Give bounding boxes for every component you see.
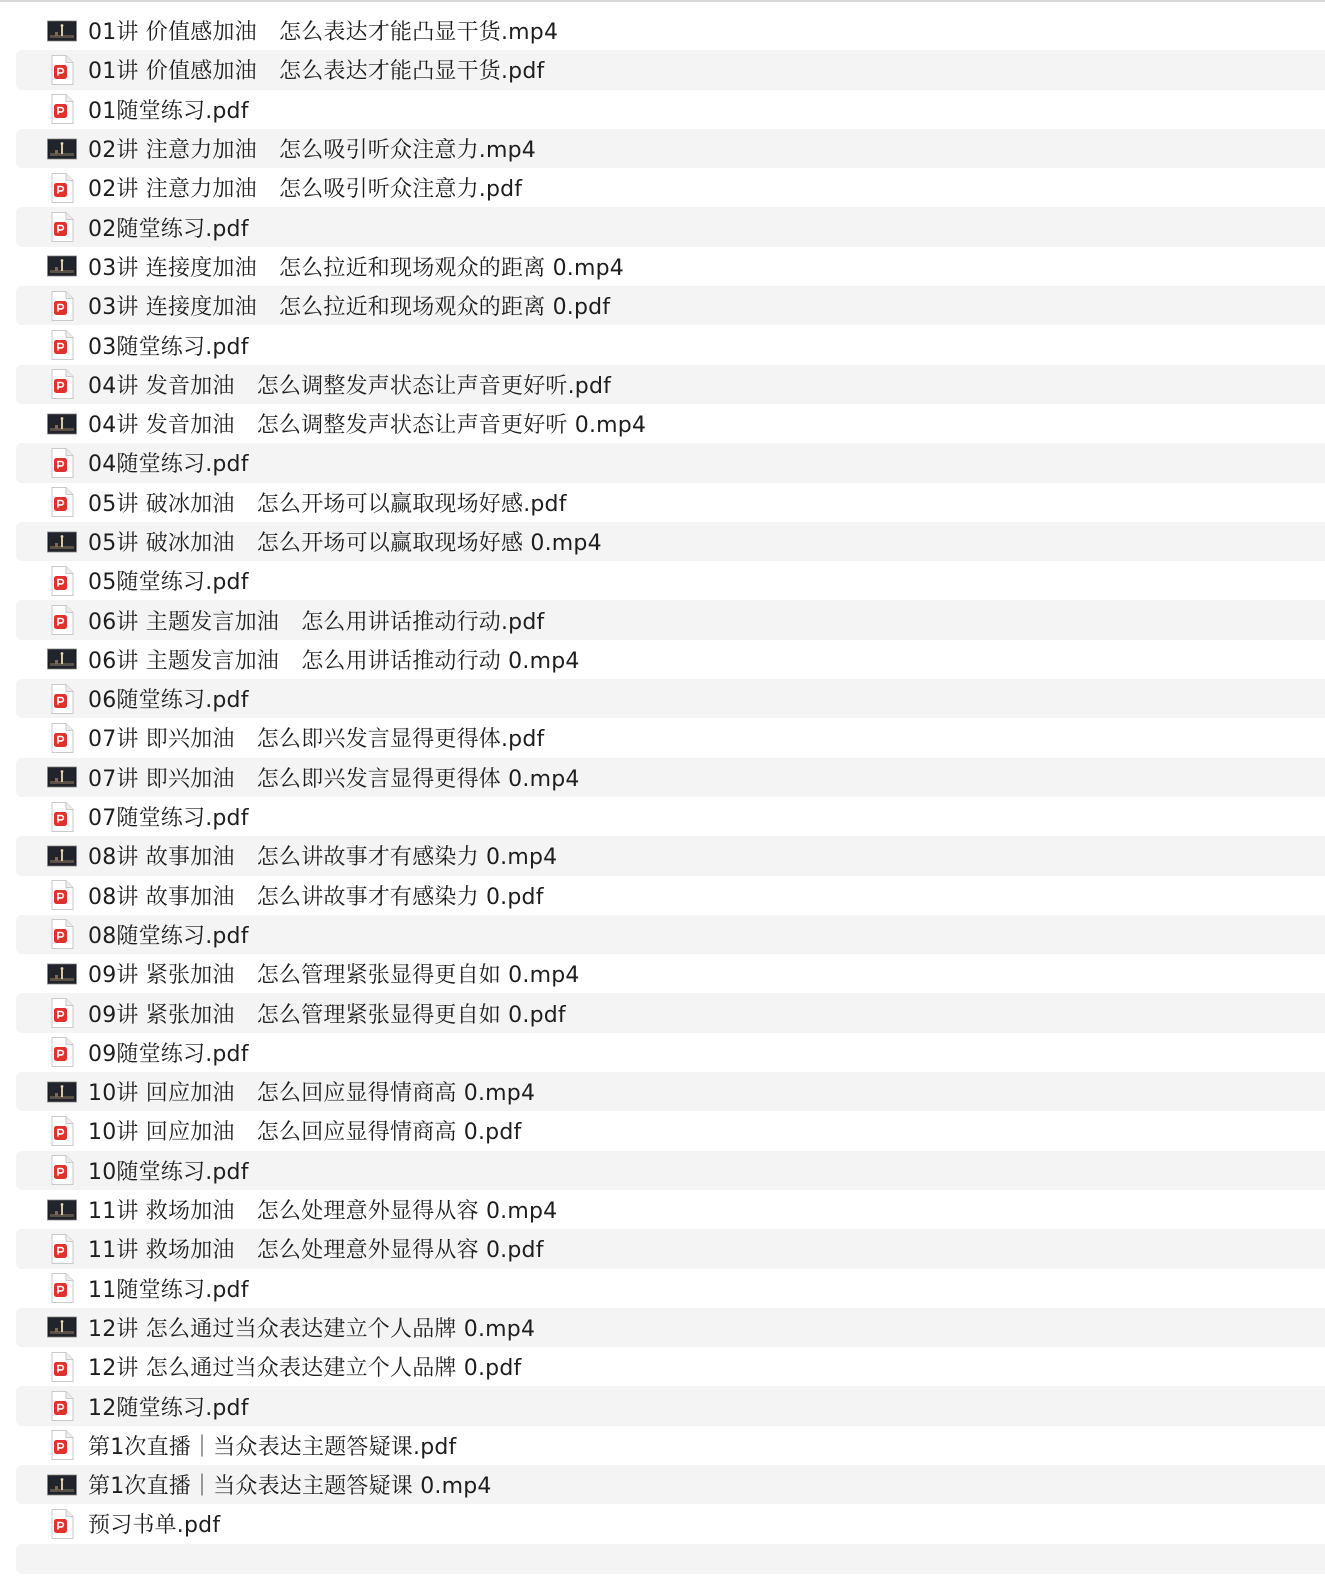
pdf-file-icon [46,918,78,950]
pdf-file-icon [46,1390,78,1422]
file-name: 07讲 即兴加油 怎么即兴发言显得更得体.pdf [88,727,545,753]
file-name: 04讲 发音加油 怎么调整发声状态让声音更好听.pdf [88,373,612,399]
file-name: 01随堂练习.pdf [88,98,249,124]
file-name: 11讲 救场加油 怎么处理意外显得从容 0.mp4 [88,1199,558,1225]
pdf-file-icon [46,93,78,125]
file-name: 05讲 破冰加油 怎么开场可以赢取现场好感 0.mp4 [88,531,602,556]
pdf-file-icon [46,1115,78,1147]
pdf-file-icon [46,1154,78,1186]
pdf-file-icon [46,447,78,479]
file-row[interactable] [16,1072,1325,1111]
file-name: 09讲 紧张加油 怎么管理紧张显得更自如 0.pdf [88,1002,566,1028]
pdf-file-icon [46,801,78,833]
file-name: 08讲 故事加油 怎么讲故事才有感染力 0.mp4 [88,845,558,871]
file-name: 05讲 破冰加油 怎么开场可以赢取现场好感.pdf [88,491,567,517]
empty-row [16,1544,1325,1574]
file-row[interactable] [16,993,1325,1032]
pdf-file-icon [46,172,78,204]
video-file-icon [46,408,78,440]
file-row[interactable] [16,1308,1325,1347]
file-list[interactable] [16,11,1325,1574]
file-row[interactable] [16,561,1325,600]
file-row[interactable] [16,404,1325,443]
pdf-file-icon [46,1508,78,1540]
file-row[interactable] [16,325,1325,364]
file-row[interactable] [16,679,1325,718]
file-name: 03讲 连接度加油 怎么拉近和现场观众的距离 0.pdf [88,295,611,321]
pdf-file-icon [46,565,78,597]
pdf-file-icon [46,879,78,911]
file-row[interactable] [16,600,1325,639]
file-name: 05随堂练习.pdf [88,570,249,596]
file-name: 01讲 价值感加油 怎么表达才能凸显干货.pdf [88,59,545,85]
pdf-file-icon [46,486,78,518]
file-row[interactable] [16,915,1325,954]
pdf-file-icon [46,1429,78,1461]
file-row[interactable] [16,365,1325,404]
file-name: 11讲 救场加油 怎么处理意外显得从容 0.pdf [88,1238,544,1264]
file-name: 04讲 发音加油 怎么调整发声状态让声音更好听 0.mp4 [88,413,647,439]
file-row[interactable] [16,1190,1325,1229]
file-row[interactable] [16,758,1325,797]
file-name: 预习书单.pdf [88,1513,221,1539]
video-file-icon [46,958,78,990]
file-row[interactable] [16,1229,1325,1268]
video-file-icon [46,1076,78,1108]
file-name: 02讲 注意力加油 怎么吸引听众注意力.pdf [88,177,523,203]
pdf-file-icon [46,1036,78,1068]
video-file-icon [46,1311,78,1343]
file-name: 12讲 怎么通过当众表达建立个人品牌 0.mp4 [88,1316,536,1342]
file-name: 07讲 即兴加油 怎么即兴发言显得更得体 0.mp4 [88,766,580,792]
file-name: 08讲 故事加油 怎么讲故事才有感染力 0.pdf [88,884,544,910]
file-name: 03讲 连接度加油 怎么拉近和现场观众的距离 0.mp4 [88,255,624,281]
file-row[interactable] [16,207,1325,246]
file-row[interactable] [16,129,1325,168]
video-file-icon [46,1469,78,1501]
file-row[interactable] [16,168,1325,207]
file-row[interactable] [16,11,1325,50]
pdf-file-icon [46,683,78,715]
pdf-file-icon [46,329,78,361]
file-row[interactable] [16,1033,1325,1072]
file-row[interactable] [16,1269,1325,1308]
file-name: 10随堂练习.pdf [88,1159,249,1185]
video-file-icon [46,133,78,165]
file-name: 06随堂练习.pdf [88,688,249,714]
file-row[interactable] [16,1426,1325,1465]
file-row[interactable] [16,1465,1325,1504]
file-name: 10讲 回应加油 怎么回应显得情商高 0.pdf [88,1120,522,1146]
pdf-file-icon [46,997,78,1029]
video-file-icon [46,643,78,675]
file-name: 09随堂练习.pdf [88,1041,249,1067]
file-name: 12随堂练习.pdf [88,1395,249,1421]
file-name: 02随堂练习.pdf [88,216,249,242]
file-row[interactable] [16,50,1325,89]
file-row[interactable] [16,797,1325,836]
video-file-icon [46,15,78,47]
file-row[interactable] [16,954,1325,993]
file-row[interactable] [16,876,1325,915]
file-row[interactable] [16,1504,1325,1543]
file-name: 02讲 注意力加油 怎么吸引听众注意力.mp4 [88,138,536,164]
pdf-file-icon [46,604,78,636]
pdf-file-icon [46,368,78,400]
file-row[interactable] [16,1151,1325,1190]
pdf-file-icon [46,1233,78,1265]
file-name: 第1次直播｜当众表达主题答疑课.pdf [88,1434,457,1460]
file-row[interactable] [16,522,1325,561]
pdf-file-icon [46,54,78,86]
file-row[interactable] [16,640,1325,679]
pdf-file-icon [46,211,78,243]
file-name: 04随堂练习.pdf [88,452,249,478]
file-name: 11随堂练习.pdf [88,1277,249,1303]
file-row[interactable] [16,90,1325,129]
video-file-icon [46,250,78,282]
video-file-icon [46,761,78,793]
file-name: 第1次直播｜当众表达主题答疑课 0.mp4 [88,1474,492,1500]
video-file-icon [46,1194,78,1226]
file-row[interactable] [16,1111,1325,1150]
window-top-border [0,0,1325,2]
file-row[interactable] [16,1386,1325,1425]
pdf-file-icon [46,1351,78,1383]
file-name: 01讲 价值感加油 怎么表达才能凸显干货.mp4 [88,20,559,46]
file-row[interactable] [16,1347,1325,1386]
pdf-file-icon [46,1272,78,1304]
file-name: 08随堂练习.pdf [88,923,249,949]
pdf-file-icon [46,722,78,754]
file-row[interactable] [16,286,1325,325]
file-name: 06讲 主题发言加油 怎么用讲话推动行动 0.mp4 [88,648,580,674]
file-name: 10讲 回应加油 怎么回应显得情商高 0.mp4 [88,1081,536,1107]
file-name: 09讲 紧张加油 怎么管理紧张显得更自如 0.mp4 [88,963,580,989]
file-row[interactable] [16,247,1325,286]
file-name: 12讲 怎么通过当众表达建立个人品牌 0.pdf [88,1356,522,1382]
file-name: 07随堂练习.pdf [88,806,249,832]
file-row[interactable] [16,443,1325,482]
video-file-icon [46,840,78,872]
file-row[interactable] [16,483,1325,522]
file-row[interactable] [16,718,1325,757]
file-row[interactable] [16,836,1325,875]
video-file-icon [46,526,78,558]
file-name: 03随堂练习.pdf [88,334,249,360]
file-name: 06讲 主题发言加油 怎么用讲话推动行动.pdf [88,609,545,635]
pdf-file-icon [46,290,78,322]
